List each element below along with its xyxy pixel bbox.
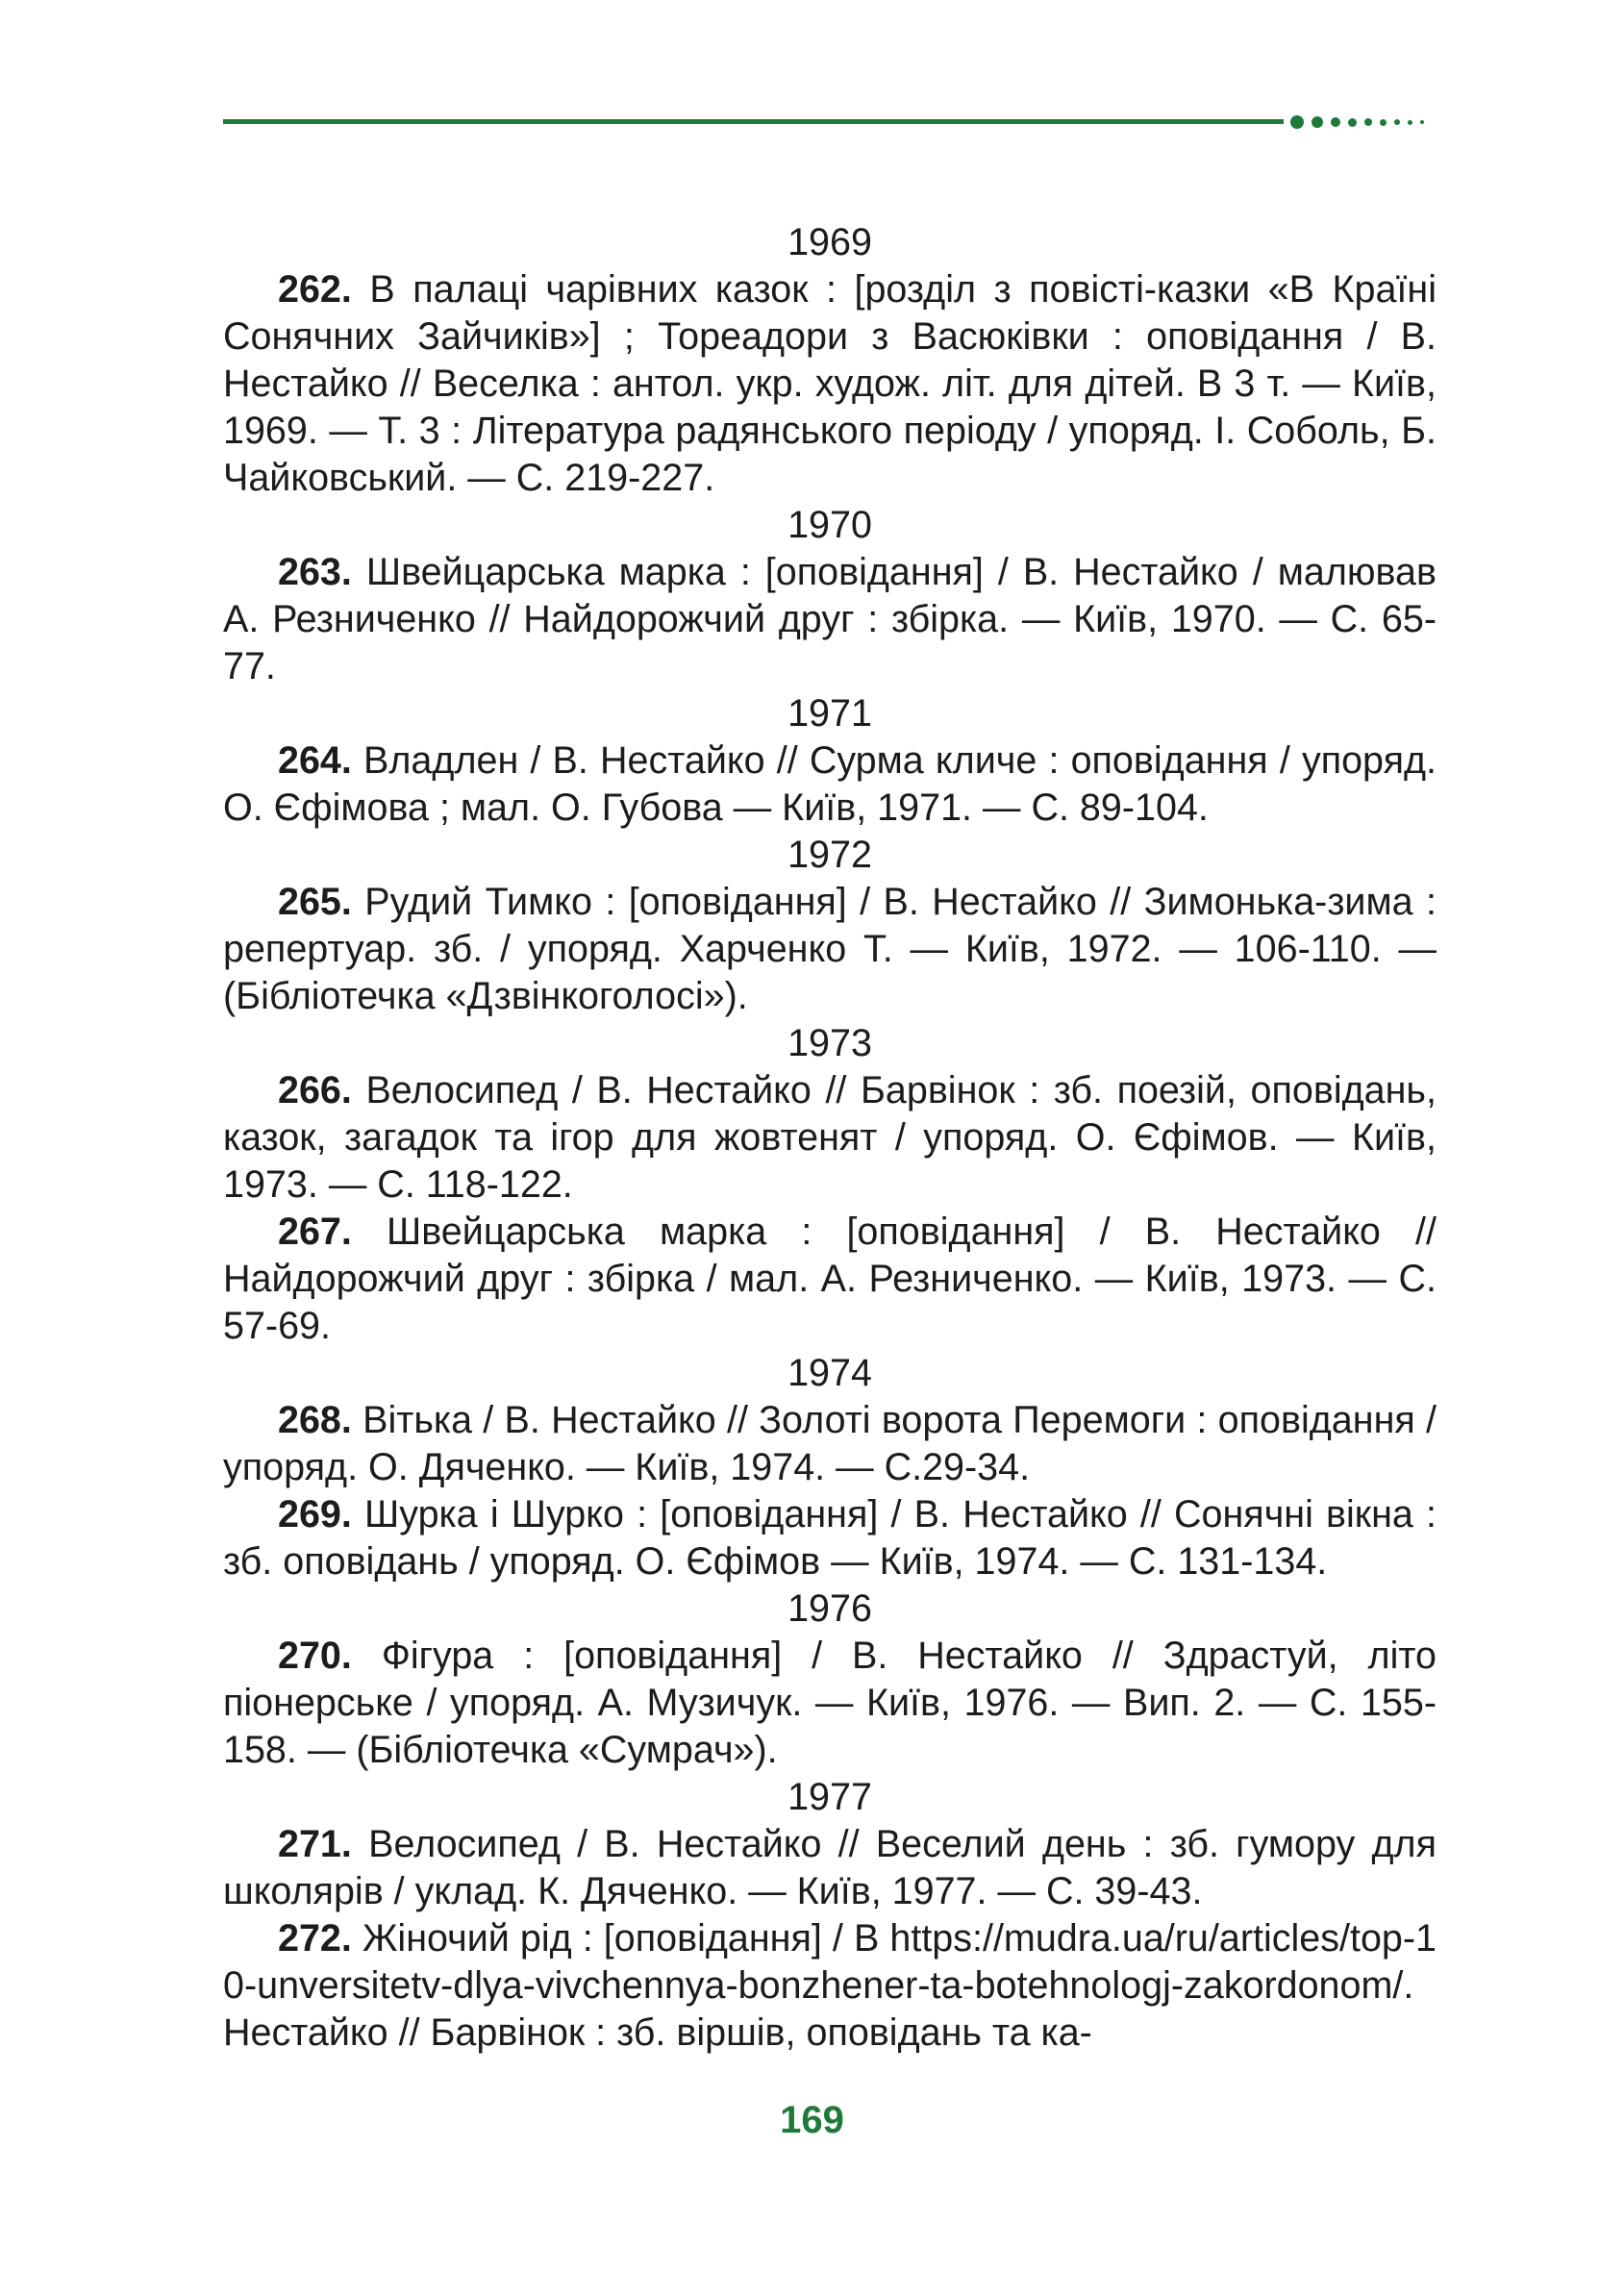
- entry-number: 267.: [278, 1211, 352, 1253]
- entry-number: 268.: [278, 1399, 352, 1441]
- header-dot: [1394, 119, 1400, 125]
- bibliography-content: [223, 219, 1437, 2057]
- header-dot: [1348, 118, 1357, 127]
- header-dot: [1408, 120, 1412, 125]
- bibliography-entry: [223, 266, 1437, 502]
- header-dot: [1364, 118, 1372, 126]
- page-number: 169: [780, 2099, 844, 2141]
- header-dot: [1420, 120, 1424, 124]
- entry-number: 262.: [278, 268, 352, 311]
- year-heading: 1974: [787, 1352, 872, 1394]
- entry-text: Жіночий рід : [оповідання] / В https://mudra.ua/ru/articles/top-10-unversitetv-dlya-vivchennya-bonzhener-ta-botehnologj-zakordonom/. Нестайко // Барвінок : зб. віршів, оповідань та ка-: [223, 1917, 1437, 2054]
- bibliography-entry: [223, 1633, 1437, 1774]
- year-heading: 1972: [787, 834, 872, 876]
- entry-text: Рудий Тимко : [оповідання] / В. Нестайко // Зимонька-зима : репертуар. зб. / упоряд. Харченко Т. — Київ, 1972. — 106-110. — (Бібліотечка «Дзвінкоголосі»).: [223, 881, 1437, 1017]
- year-heading: 1976: [787, 1587, 872, 1630]
- entry-text: Владлен / В. Нестайко // Сурма кличе : оповідання / упоряд. О. Єфімова ; мал. О. Губова — Київ, 1971. — С. 89-104.: [223, 739, 1437, 829]
- entry-number: 272.: [278, 1917, 352, 1960]
- header-dots: [1290, 115, 1432, 129]
- entry-number: 266.: [278, 1069, 352, 1111]
- entry-text: Швейцарська марка : [оповідання] / В. Нестайко // Найдорожчий друг : збірка / мал. А. Резниченко. — Київ, 1973. — С. 57-69.: [223, 1211, 1437, 1347]
- entry-number: 271.: [278, 1823, 352, 1865]
- entry-text: Велосипед / В. Нестайко // Барвінок : зб. поезій, оповідань, казок, загадок та ігор для жовтенят / упоряд. О. Єфімов. — Київ, 1973. — С. 118-122.: [223, 1069, 1437, 1206]
- header-dot: [1380, 119, 1387, 126]
- entry-text: Швейцарська марка : [оповідання] / В. Нестайко / малював А. Резниченко // Найдорожчий друг : збірка. — Київ, 1970. — С. 65-77.: [223, 551, 1437, 687]
- bibliography-entry: [223, 1209, 1437, 1350]
- year-heading: 1969: [787, 221, 872, 263]
- bibliography-entry: [223, 1821, 1437, 1915]
- header-rule: [223, 0, 1437, 135]
- header-line: [223, 119, 1284, 124]
- entry-number: 270.: [278, 1635, 352, 1677]
- bibliography-entry: [223, 1915, 1437, 2057]
- entry-text: В палаці чарівних казок : [розділ з повісті-казки «В Країні Сонячних Зайчиків»] ; Тореадори з Васюківки : оповідання / В. Нестайко // Веселка : антол. укр. худож. літ. для дітей. В 3 т. — Київ, 1969. — Т. 3 : Література радянського періоду / упоряд. І. Соболь, Б. Чайковський. — С. 219-227.: [223, 268, 1437, 499]
- year-heading: 1970: [787, 504, 872, 546]
- entry-text: Вітька / В. Нестайко // Золоті ворота Перемоги : оповідання / упоряд. О. Дяченко. — Київ, 1974. — С.29-34.: [223, 1399, 1437, 1488]
- entry-number: 264.: [278, 739, 352, 782]
- bibliography-entry: [223, 737, 1437, 832]
- year-heading: 1971: [787, 692, 872, 735]
- entry-number: 269.: [278, 1493, 352, 1535]
- bibliography-entry: [223, 1067, 1437, 1209]
- header-dot: [1290, 115, 1304, 129]
- entry-text: Велосипед / В. Нестайко // Веселий день : зб. гумору для школярів / уклад. К. Дяченко. — Київ, 1977. — С. 39-43.: [223, 1823, 1437, 1912]
- entry-text: Фігура : [оповідання] / В. Нестайко // Здрастуй, літо піонерське / упоряд. А. Музичук. — Київ, 1976. — Вип. 2. — С. 155-158. — (Бібліотечка «Сумрач»).: [223, 1635, 1437, 1771]
- bibliography-entry: [223, 1491, 1437, 1585]
- year-heading: 1977: [787, 1776, 872, 1818]
- entry-number: 263.: [278, 551, 352, 593]
- bibliography-entry: [223, 1397, 1437, 1491]
- entry-text: Шурка і Шурко : [оповідання] / В. Нестайко // Сонячні вікна : зб. оповідань / упоряд. О. Єфімов — Київ, 1974. — С. 131-134.: [223, 1493, 1437, 1583]
- header-dot: [1331, 117, 1340, 127]
- entry-number: 265.: [278, 881, 352, 923]
- bibliography-entry: [223, 549, 1437, 690]
- header-dot: [1312, 116, 1323, 128]
- year-heading: 1973: [787, 1022, 872, 1064]
- bibliography-entry: [223, 879, 1437, 1020]
